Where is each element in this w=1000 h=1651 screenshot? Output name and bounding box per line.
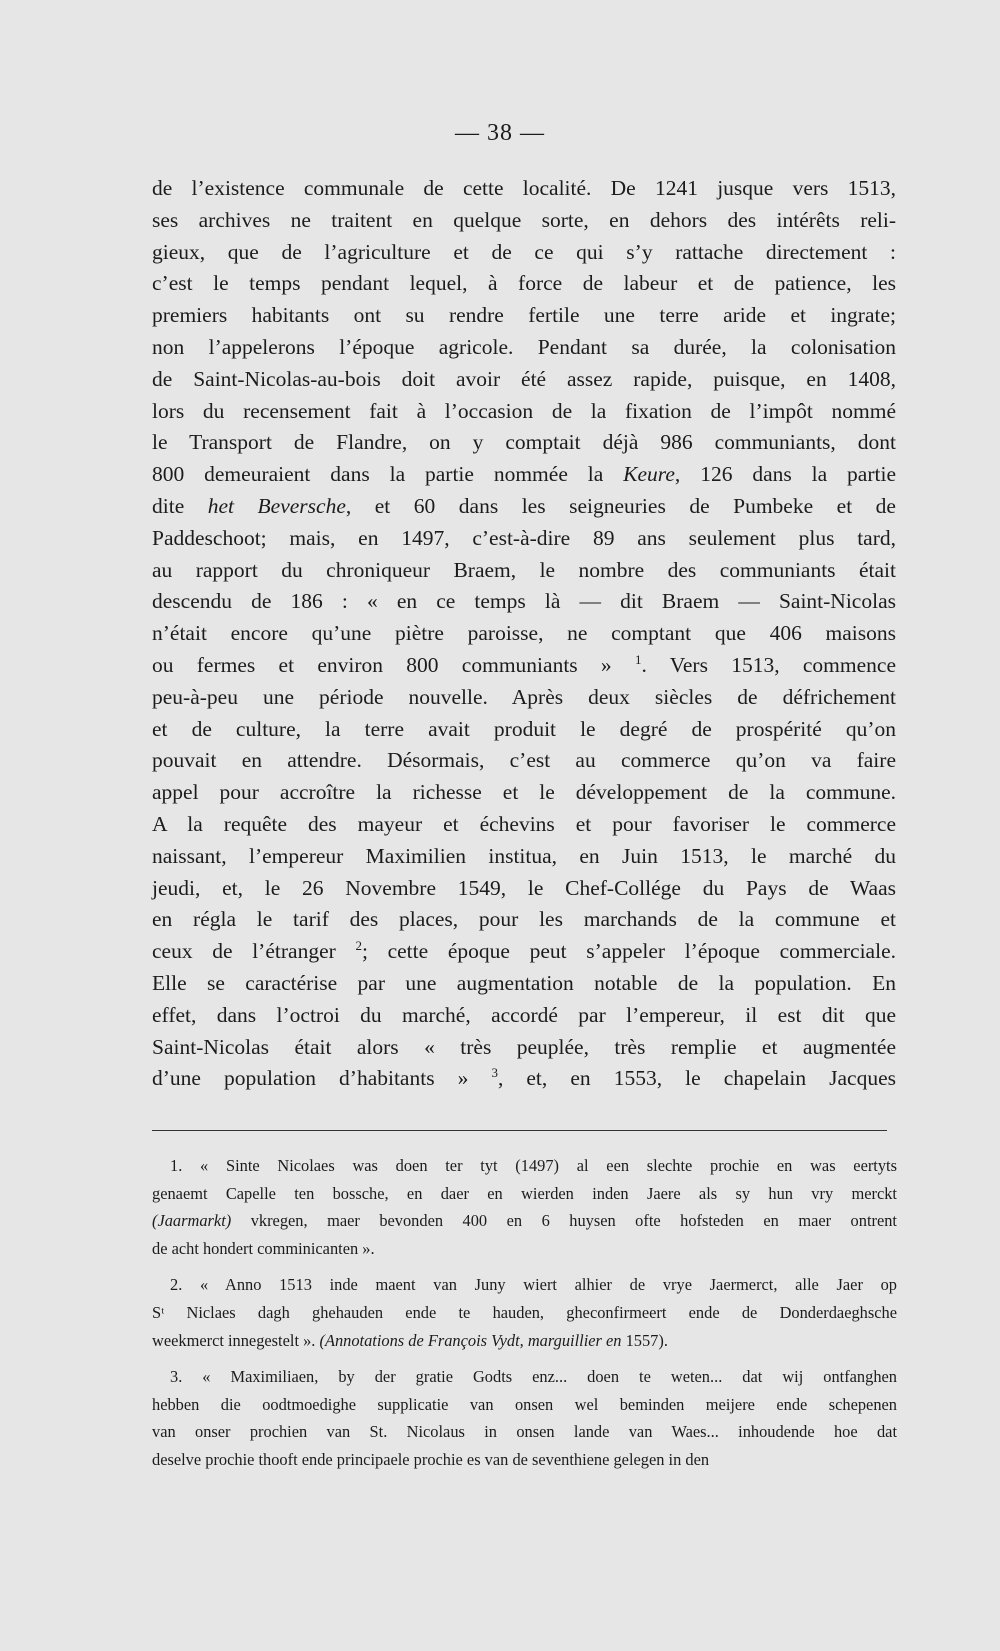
footnote-line: 3. « Maximiliaen, by der gratie Godts enz... doen te weten... dat wij ontfanghen [170,1367,897,1387]
body-line: en régla le tarif des places, pour les marchands de la commune et [152,907,896,932]
text-run: d’une population d’habitants » [152,1066,492,1091]
text-run: 1557). [621,1330,668,1350]
footnote-marker: 3 [491,1065,498,1081]
body-line: jeudi, et, le 26 Novembre 1549, le Chef-Collége du Pays de Waas [152,875,896,900]
text-run: ou fermes et environ 800 communiants » [152,652,635,677]
body-line: le Transport de Flandre, on y comptait déjà 986 communiants, dont [152,430,896,455]
footnote-line: Sᵗ Niclaes dagh ghehauden ende te hauden, gheconfirmeert ende de Donderdaeghsche [152,1302,897,1322]
body-line: Elle se caractérise par une augmentation notable de la population. En [152,970,896,995]
body-line [152,650,896,682]
body-line [152,1063,896,1095]
text-run: ceux de l’étranger [152,939,356,964]
body-line: Paddeschoot; mais, en 1497, c’est-à-dire 89 ans seulement plus tard, [152,525,896,550]
body-line: lors du recensement fait à l’occasion de la fixation de l’impôt nommé [152,398,896,423]
body-text [152,173,896,1095]
text-run: , 126 dans la partie [674,462,896,487]
footnote-line: deselve prochie thooft ende principaele prochie es van de seventhiene gelegen in den [152,1449,710,1469]
body-line: appel pour accroître la richesse et le développement de la commune. [152,780,896,805]
body-line [152,936,896,968]
text-run: , et, en 1553, le chapelain Jacques [497,1066,896,1091]
body-line: pouvait en attendre. Désormais, c’est au commerce qu’on va faire [152,748,896,773]
italic-text: (Jaarmarkt) [152,1211,232,1231]
body-line: effet, dans l’octroi du marché, accordé par l’empereur, il est dit que [152,1002,896,1027]
footnote-line: hebben die oodtmoedighe supplicatie van onsen wel beminden meijere ende schepenen [152,1394,897,1414]
body-line: Saint-Nicolas était alors « très peuplée, très remplie et augmentée [152,1034,896,1059]
italic-text: Keure [623,462,675,487]
text-run: ; cette époque peut s’appeler l’époque commerciale. [361,939,896,964]
body-line: de Saint-Nicolas-au-bois doit avoir été assez rapide, puisque, en 1408, [152,366,896,391]
body-line [152,491,896,523]
footnote-marker: 2 [355,938,362,954]
italic-text: (Annotations de François Vydt, marguillier en [319,1330,622,1350]
footnote-line: van onser prochien van St. Nicolaus in onsen lande van Waes... inhoudende hoe dat [152,1422,897,1442]
italic-text: het Beversche [207,493,346,518]
footnotes [152,1152,897,1474]
text-run: vkregen, maer bevonden 400 en 6 huysen ofte hofsteden en maer ontrent [231,1211,897,1231]
text-run: weekmerct innegestelt ». [152,1330,320,1350]
body-line: de l’existence communale de cette localité. De 1241 jusque vers 1513, [152,176,896,200]
body-line: descendu de 186 : « en ce temps là — dit Braem — Saint-Nicolas [152,589,896,614]
body-line: non l’appelerons l’époque agricole. Pendant sa durée, la colonisation [152,334,896,359]
footnote-line [152,1327,897,1355]
footnote-line [152,1207,897,1235]
footnote-gap [152,1354,897,1363]
page-number: — 38 — [455,120,545,146]
body-line [152,459,896,491]
body-line: premiers habitants ont su rendre fertile une terre aride et ingrate; [152,303,896,328]
body-line: naissant, l’empereur Maximilien institua, en Juin 1513, le marché du [152,843,896,868]
text-run: 800 demeuraient dans la partie nommée la [152,462,624,487]
body-line: peu-à-peu une période nouvelle. Après deux siècles de défrichement [152,684,896,709]
body-line: et de culture, la terre avait produit le degré de prospérité qu’on [152,716,896,741]
body-line: au rapport du chroniqueur Braem, le nombre des communiants était [152,557,896,582]
footnote-gap [152,1262,897,1271]
body-line: A la requête des mayeur et échevins et pour favoriser le commerce [152,811,896,836]
body-line: gieux, que de l’agriculture et de ce qui s’y rattache directement : [152,239,896,264]
footnote-marker: 1 [634,651,642,667]
footnote-line: genaemt Capelle ten bossche, en daer en wierden inden Jaere als sy hun vry merckt [152,1183,897,1203]
text-run: dite [152,493,208,518]
footnote-line: de acht hondert comminicanten ». [152,1238,375,1258]
footnote-separator [152,1130,887,1131]
footnote-line: 1. « Sinte Nicolaes was doen ter tyt (1497) al een slechte prochie en was eertyts [170,1156,897,1175]
footnote-line: 2. « Anno 1513 inde maent van Juny wiert alhier de vrye Jaermerct, alle Jaer op [170,1275,897,1295]
text-run: , et 60 dans les seigneuries de Pumbeke et de [345,493,896,518]
body-line: ses archives ne traitent en quelque sorte, en dehors des intérêts reli- [152,207,896,232]
text-run: . Vers 1513, commence [641,652,896,677]
body-line: c’est le temps pendant lequel, à force de labeur et de patience, les [152,271,896,296]
body-line: n’était encore qu’une piètre paroisse, ne comptant que 406 maisons [152,621,896,646]
